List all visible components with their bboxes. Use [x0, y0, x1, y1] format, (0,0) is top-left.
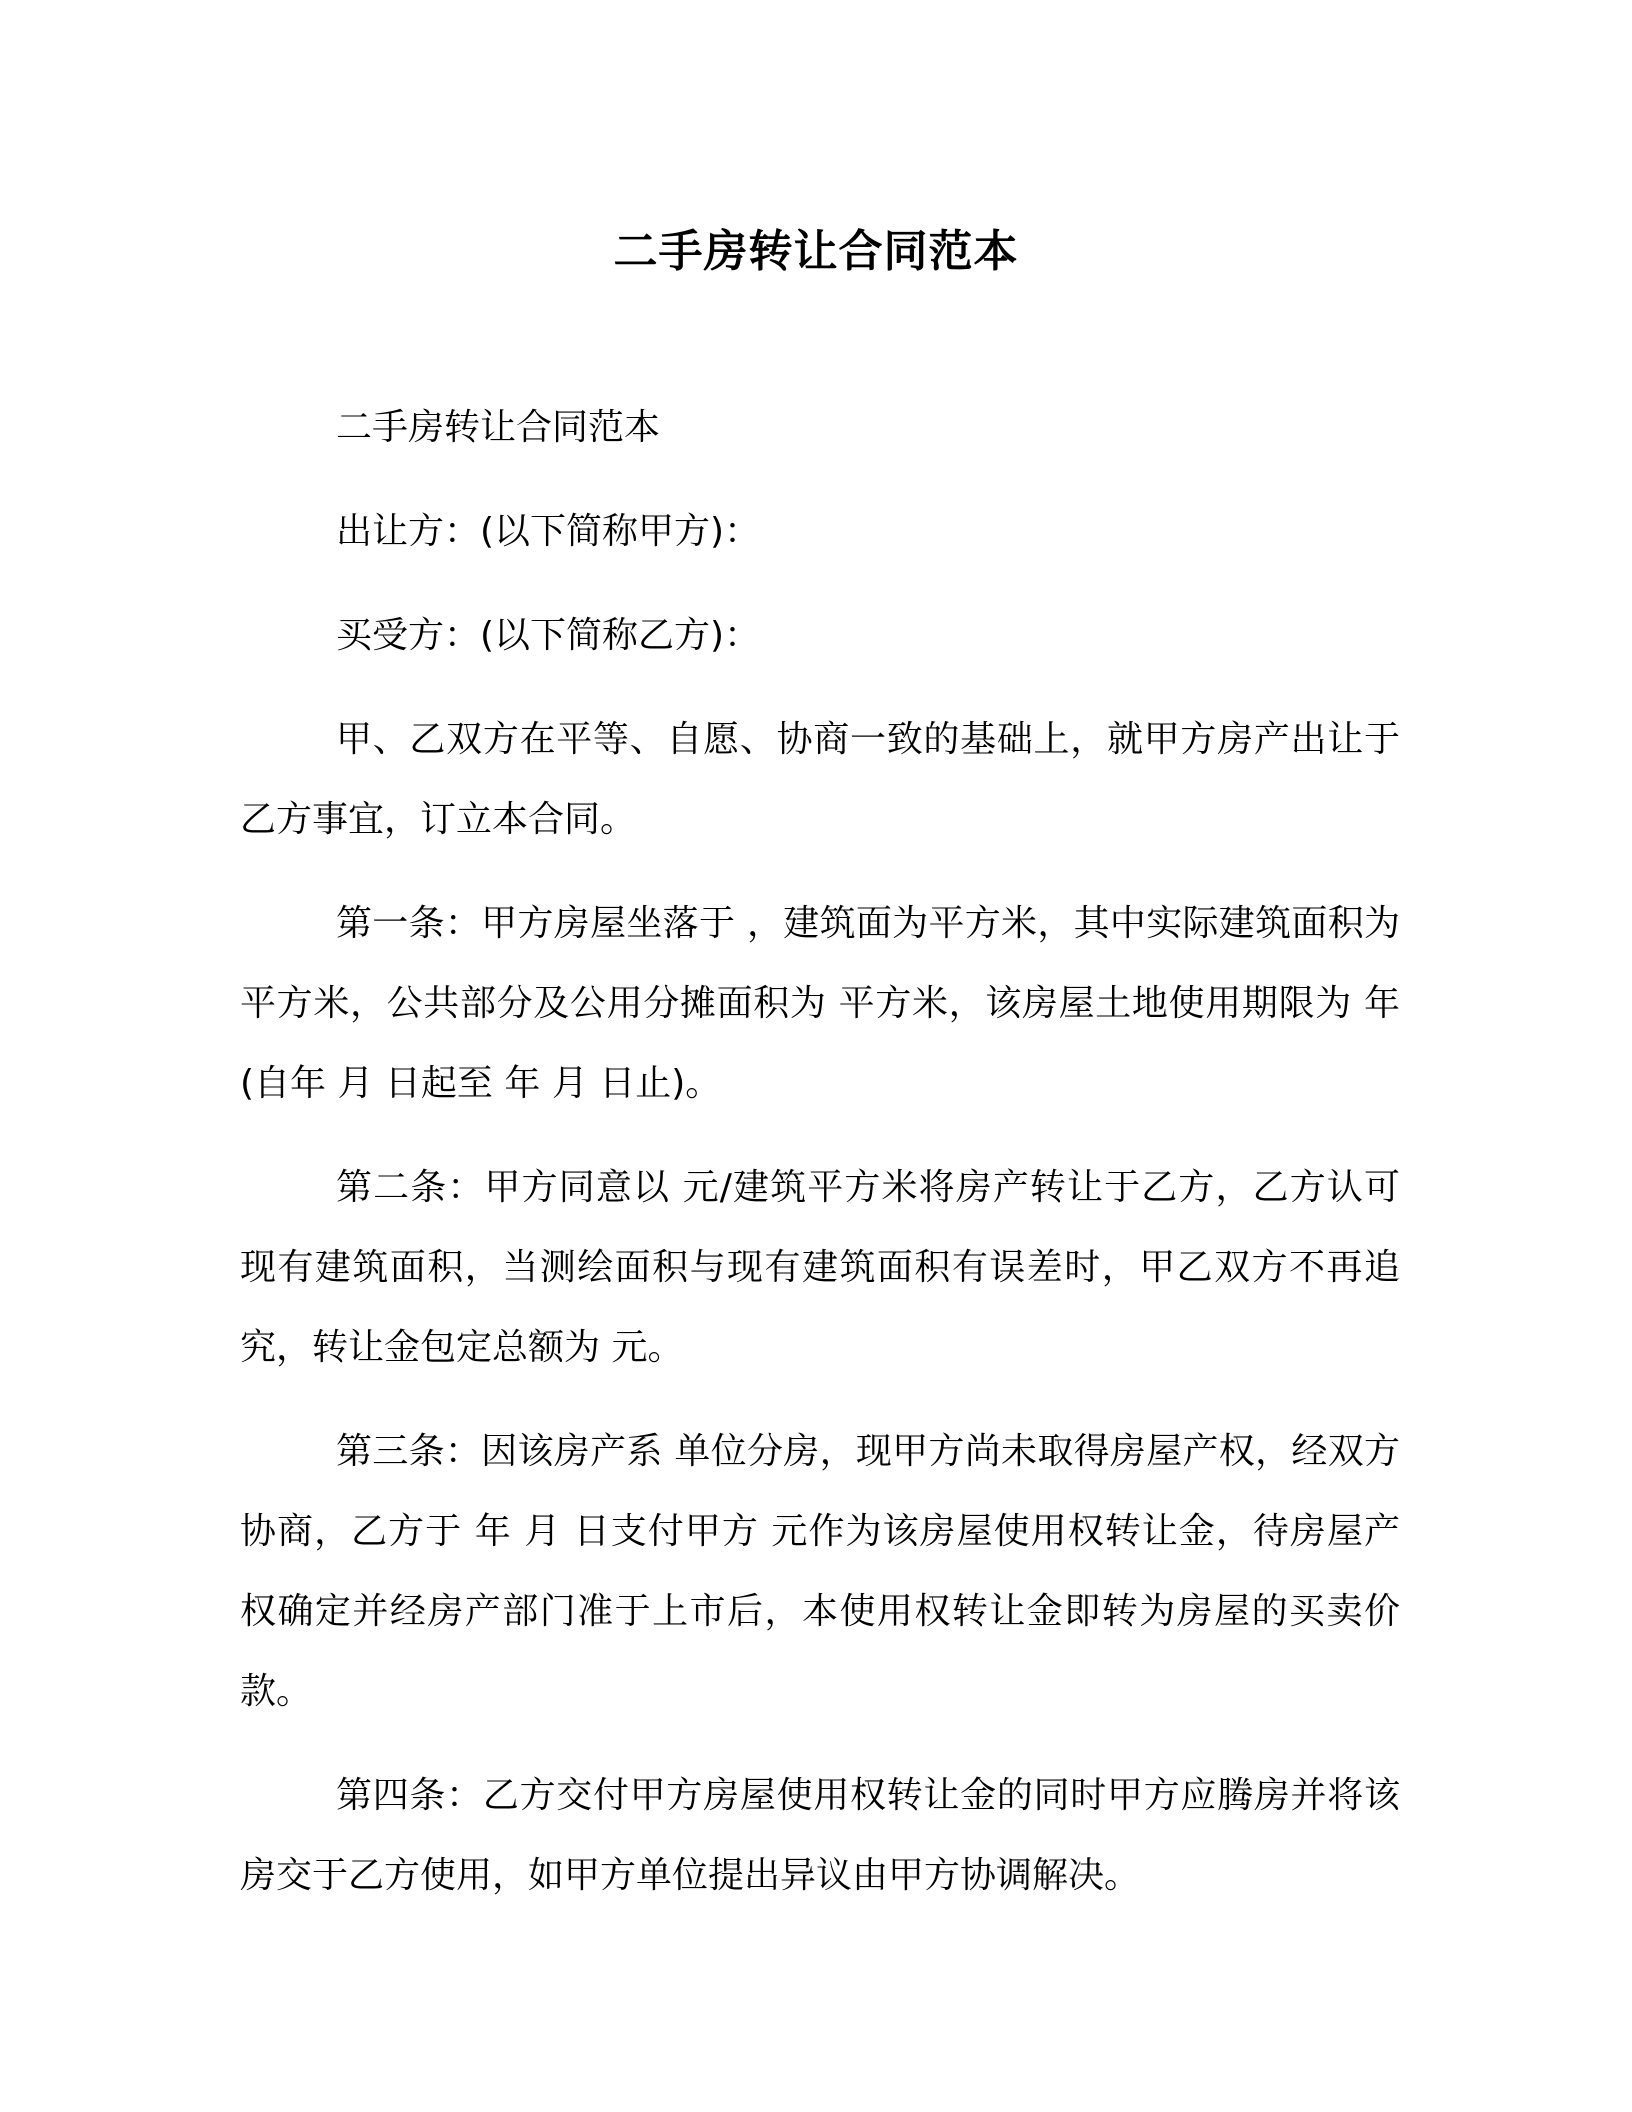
paragraph-subtitle: 二手房转让合同范本 [336, 407, 661, 448]
document-body [240, 388, 1400, 1940]
paragraph-preamble: 甲、乙双方在平等、自愿、协商一致的基础上，就甲方房产出让于乙方事宜，订立本合同。 [240, 719, 1400, 840]
paragraph-buyer: 买受方：(以下简称乙方)： [336, 615, 761, 656]
paragraph-article-2: 第二条：甲方同意以 元/建筑平方米将房产转让于乙方，乙方认可现有建筑面积，当测绘面积与现有建筑面积有误差时，甲乙双方不再追究，转让金包定总额为 元。 [240, 1167, 1400, 1368]
paragraph-article-3: 第三条：因该房产系 单位分房，现甲方尚未取得房屋产权，经双方协商，乙方于 年 月 日支付甲方 元作为该房屋使用权转让金，待房屋产权确定并经房产部门准于上市后，本使用权转让金即转为房屋的买卖价款。 [240, 1431, 1400, 1712]
paragraph-article-1: 第一条：甲方房屋坐落于 ，建筑面为平方米，其中实际建筑面积为 平方米，公共部分及公用分摊面积为 平方米，该房屋土地使用期限为 年(自年 月 日起至 年 月 日止)。 [240, 903, 1400, 1104]
paragraph-article-4: 第四条：乙方交付甲方房屋使用权转让金的同时甲方应腾房并将该房交于乙方使用，如甲方单位提出异议由甲方协调解决。 [240, 1775, 1400, 1896]
paragraph-seller: 出让方：(以下简称甲方)： [336, 511, 761, 552]
document-title: 二手房转让合同范本 [613, 226, 1019, 277]
